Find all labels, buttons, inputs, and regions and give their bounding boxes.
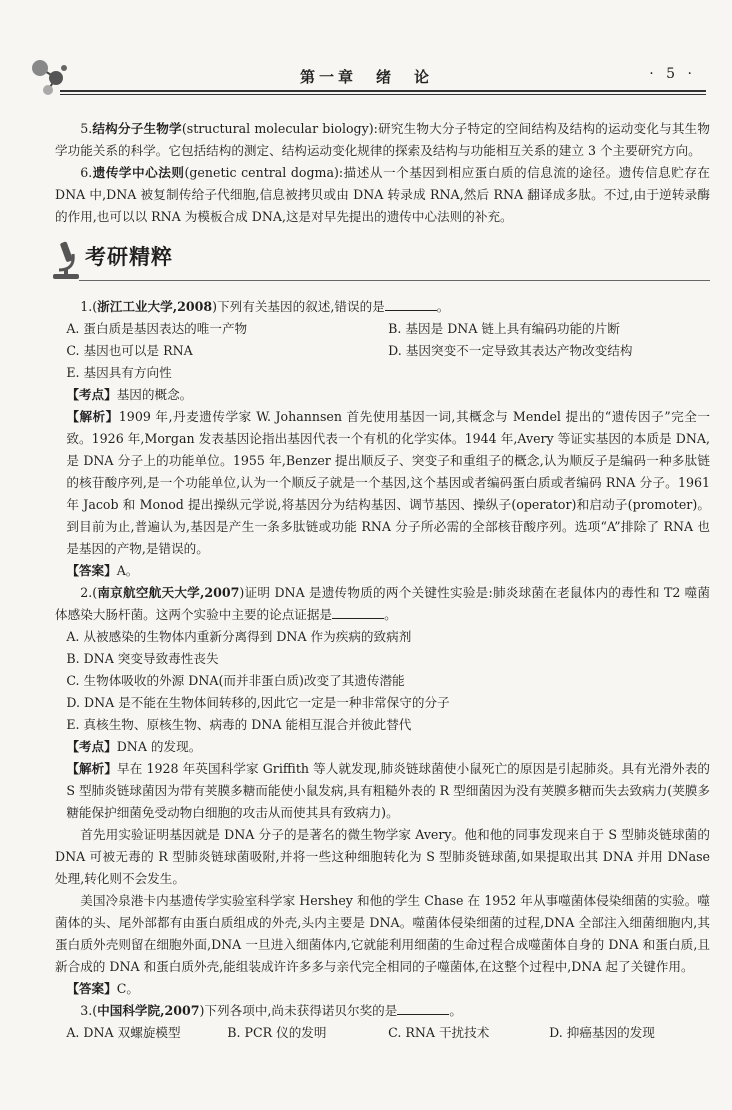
option: A. DNA 双螺旋模型	[66, 1025, 181, 1040]
microscope-icon	[49, 240, 83, 282]
jiexi: 【解析】1909 年,丹麦遗传学家 W. Johannsen 首先使用基因一词,其概念与 Mendel 提出的“遗传因子”完全一致。1926 年,Morgan 发表基因论指出基因代表一个有机的化学实体。1944 年,Avery 等证实基因的本质是 DNA,是 DNA 分子上的功能单位。1955 年,Benzer 提出顺反子、突变子和重组子的概念,认为顺反子是编码一种多肽链的核苷酸序列,是一个功能单位,认为一个顺反子就是一个基因,这个基因或者编码蛋白质或者编码 RNA 分子。1961 年 Jacob 和 Monod 提出操纵元学说,将基因分为结构基因、调节基因、操纵子(operator)和启动子(promoter)。到目前为止,普遍认为,基因是产生一条多肽链或功能 RNA 分子所必需的全部核苷酸序列。选项“A”排除了 RNA 也是基因的产物,是错误的。	[66, 409, 711, 556]
option: A. 从被感染的生物体内重新分离得到 DNA 作为疾病的致病剂	[66, 629, 412, 644]
definition-5: 5.结构分子生物学(structural molecular biology):研究生物大分子特定的空间结构及结构的运动变化与其生物学功能关系的科学。它包括结构的测定、结构运动变化规律的探索及结构与功能相互关系的建立 3 个主要研究方向。	[55, 121, 711, 158]
page-content	[55, 118, 710, 1044]
question-1-options-row	[55, 318, 710, 340]
question-source: 中国科学院,2007	[97, 1003, 200, 1018]
question-1-stem: 1.(浙江工业大学,2008)下列有关基因的叙述,错误的是 。	[80, 299, 450, 314]
option: C. RNA 干扰技术	[388, 1025, 490, 1040]
section-title: 考研精粹	[85, 245, 173, 269]
header-rule	[60, 90, 706, 95]
definition-term: 结构分子生物学	[92, 121, 182, 136]
kaodian: 【考点】DNA 的发现。	[66, 739, 202, 754]
question-source: 浙江工业大学,2008	[97, 299, 213, 314]
question-source: 南京航空航天大学,2007	[97, 585, 240, 600]
section-heading	[49, 240, 710, 286]
section-rule	[79, 280, 710, 281]
chapter-title: 第一章 绪 论	[300, 68, 434, 86]
page-header	[0, 0, 732, 110]
option: C. 生物体吸收的外源 DNA(而并非蛋白质)改变了其遗传潜能	[66, 673, 405, 688]
kaodian: 【考点】基因的概念。	[66, 387, 193, 402]
answer-blank	[332, 606, 384, 619]
option: C. 基因也可以是 RNA	[66, 343, 193, 358]
option: B. DNA 突变导致毒性丧失	[66, 651, 219, 666]
option: D. 基因突变不一定导致其表达产物改变结构	[388, 343, 633, 358]
answer: 【答案】C。	[66, 981, 139, 996]
jiexi: 【解析】早在 1928 年英国科学家 Griffith 等人就发现,肺炎链球菌使小鼠死亡的原因是引起肺炎。具有光滑外表的 S 型肺炎链球菌因为带有荚膜多糖而能使小鼠发病,具有粗糙外表的 R 型细菌因为没有荚膜多糖而失去致病力(荚膜多糖能保护细菌免受动物白细胞的攻击从而使其具有致病力)。	[66, 761, 710, 820]
question-3-stem: 3.(中国科学院,2007)下列各项中,尚未获得诺贝尔奖的是 。	[80, 1003, 462, 1018]
jiexi-paragraph: 美国冷泉港卡内基遗传学实验室科学家 Hershey 和他的学生 Chase 在 1952 年从事噬菌体侵染细菌的实验。噬菌体的头、尾外部都有由蛋白质组成的外壳,头内主要是 DNA。噬菌体侵染细菌的过程,DNA 全部注入细菌细胞内,其蛋白质外壳则留在细胞外面,DNA 一旦进入细菌体内,它就能利用细菌的生命过程合成噬菌体自身的 DNA 和蛋白质,且新合成的 DNA 和蛋白质外壳,能组装成许许多多与亲代完全相同的子噬菌体,在这整个过程中,DNA 起了关键作用。	[55, 893, 710, 974]
option: A. 蛋白质是基因表达的唯一产物	[66, 321, 248, 336]
page-number: · 5 ·	[649, 66, 696, 82]
question-2-stem: 2.(南京航空航天大学,2007)证明 DNA 是遗传物质的两个关键性实验是:肺炎球菌在老鼠体内的毒性和 T2 噬菌体感染大肠杆菌。这两个实验中主要的论点证据是 。	[55, 585, 711, 622]
question-3-options-row	[55, 1022, 710, 1044]
answer: 【答案】A。	[66, 563, 139, 578]
definition-term: 遗传学中心法则	[92, 165, 185, 180]
option: B. 基因是 DNA 链上具有编码功能的片断	[388, 321, 620, 336]
option: D. DNA 是不能在生物体间转移的,因此它一定是一种非常保守的分子	[66, 695, 450, 710]
option: D. 抑癌基因的发现	[549, 1025, 655, 1040]
answer-blank	[385, 298, 437, 311]
definition-6: 6.遗传学中心法则(genetic central dogma):描述从一个基因到相应蛋白质的信息流的途径。遗传信息贮存在 DNA 中,DNA 被复制传给子代细胞,信息被拷贝或由 DNA 转录成 RNA,然后 RNA 翻译成多肽。不过,由于逆转录酶的作用,也可以以 RNA 为模板合成 DNA,这是对早先提出的遗传中心法则的补充。	[55, 165, 711, 224]
answer-blank	[397, 1002, 449, 1015]
question-1-options-row	[55, 340, 710, 362]
option: E. 真核生物、原核生物、病毒的 DNA 能相互混合并彼此替代	[66, 717, 412, 732]
jiexi-paragraph: 首先用实验证明基因就是 DNA 分子的是著名的微生物学家 Avery。他和他的同事发现来自于 S 型肺炎链球菌的 DNA 可被无毒的 R 型肺炎链球菌吸附,并将一些这种细胞转化为 S 型肺炎链球菌,如果提取出其 DNA 并用 DNase 处理,转化则不会发生。	[55, 827, 710, 886]
option: B. PCR 仪的发明	[227, 1025, 327, 1040]
option: E. 基因具有方向性	[66, 365, 172, 380]
